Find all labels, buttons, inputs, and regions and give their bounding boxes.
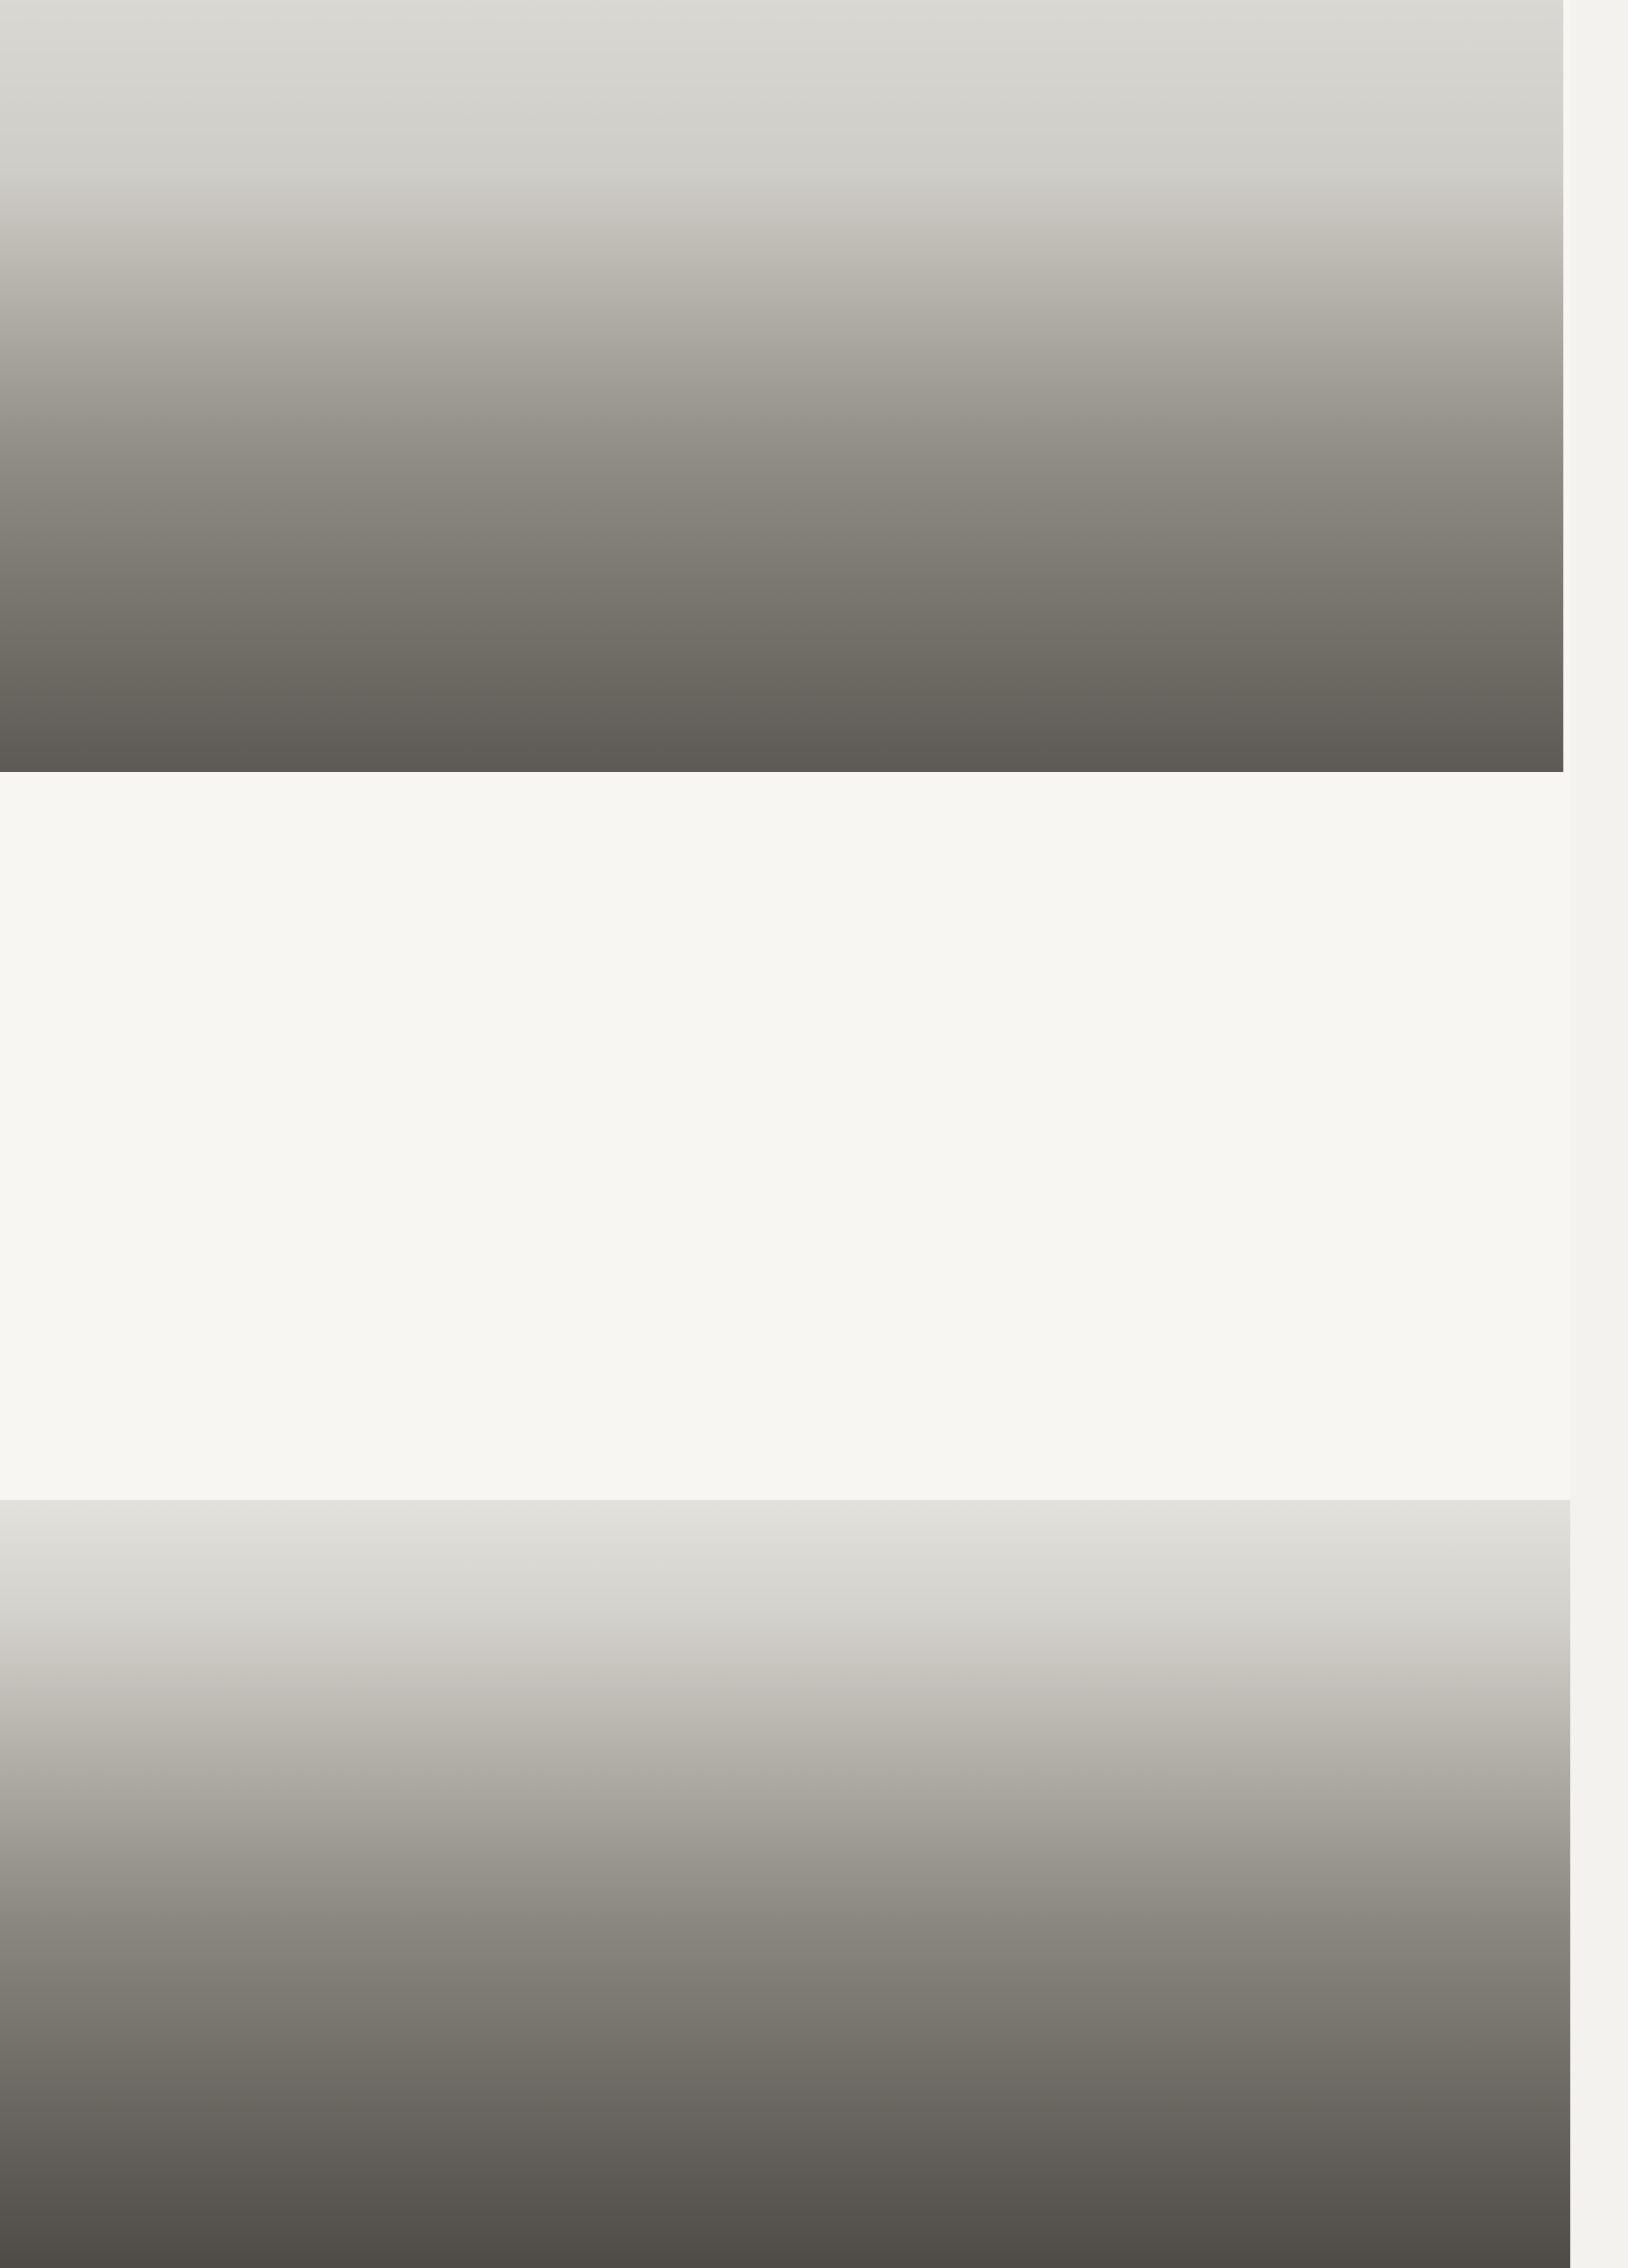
page-margin <box>1570 0 1628 2268</box>
ochsner-group-photo <box>0 1500 1570 2268</box>
noyes-group-photo <box>0 0 1563 772</box>
